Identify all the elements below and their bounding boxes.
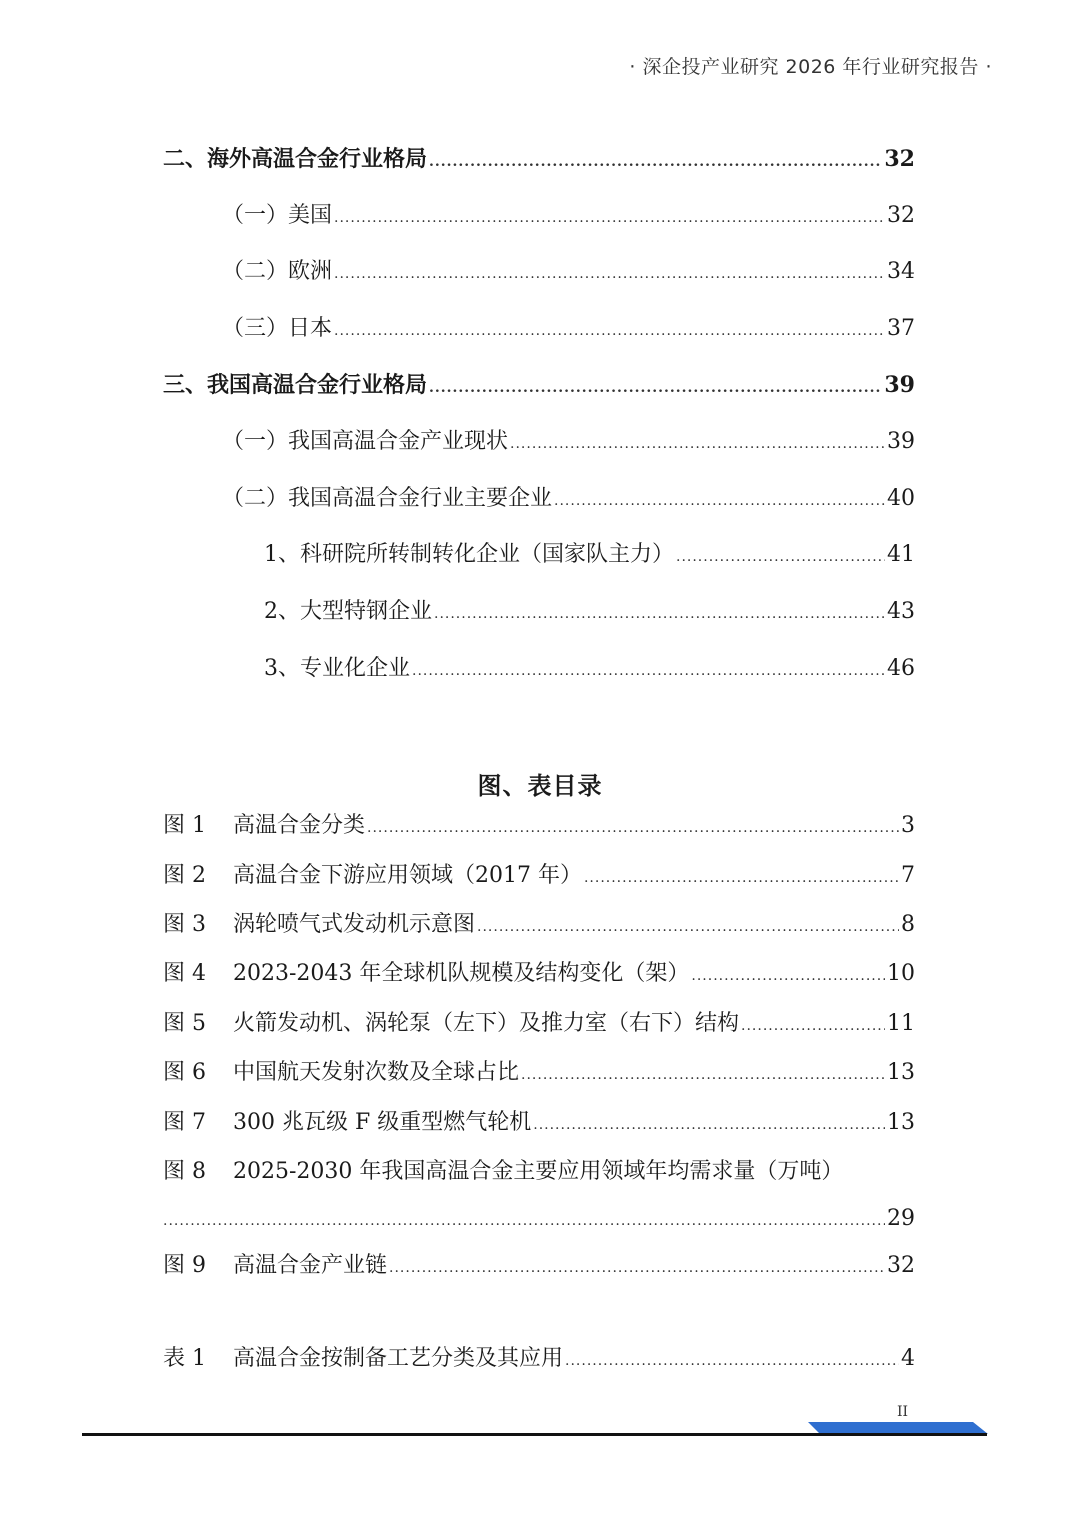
dot-leader <box>389 1253 885 1283</box>
toc-entry-label: （一）美国 <box>222 203 333 228</box>
toc-entry-label: 3、专业化企业 <box>264 656 410 681</box>
toc-entry-research-institutes[interactable] <box>264 540 915 572</box>
figure-entry-wrapped[interactable] <box>163 1157 915 1236</box>
dot-leader <box>477 912 899 942</box>
toc-entry-domestic-status[interactable] <box>222 427 915 459</box>
figure-entry[interactable] <box>163 1058 915 1090</box>
toc-entry-label: 三、我国高温合金行业格局 <box>163 372 428 398</box>
table-entry[interactable] <box>163 1344 915 1376</box>
toc-page-number: 39 <box>887 429 915 454</box>
toc-page-number: 41 <box>887 542 915 567</box>
figure-page-number: 8 <box>901 912 915 937</box>
dot-leader <box>691 961 885 991</box>
figure-number: 图 2 <box>163 863 206 888</box>
dot-leader <box>533 1110 885 1140</box>
toc-page-number: 40 <box>887 486 915 511</box>
dot-leader <box>163 1206 885 1236</box>
figure-label: 火箭发动机、涡轮泵（左下）及推力室（右下）结构 <box>233 1011 740 1036</box>
dot-leader <box>334 316 885 346</box>
toc-page-number: 37 <box>887 316 915 341</box>
figure-number: 图 7 <box>163 1110 206 1135</box>
dot-leader <box>367 813 899 843</box>
toc-page-number: 32 <box>887 203 915 228</box>
toc-page-number: 39 <box>884 372 915 398</box>
dot-leader <box>741 1011 885 1041</box>
figure-page-number: 29 <box>887 1206 915 1231</box>
dot-leader <box>554 486 885 516</box>
toc-entry-overseas[interactable] <box>163 144 915 177</box>
figure-page-number: 13 <box>887 1110 915 1135</box>
figure-number: 图 8 <box>163 1159 206 1184</box>
dot-leader <box>334 203 885 233</box>
figure-entry[interactable] <box>163 1251 915 1283</box>
toc-entry-japan[interactable] <box>222 314 915 346</box>
toc-page-number: 34 <box>887 259 915 284</box>
figure-entry[interactable] <box>163 811 915 843</box>
page-number: II <box>897 1404 909 1420</box>
dot-leader <box>521 1060 885 1090</box>
toc-page-number: 43 <box>887 599 915 624</box>
figure-entry[interactable] <box>163 861 915 893</box>
toc-entry-special-steel[interactable] <box>264 597 915 629</box>
figure-label: 中国航天发射次数及全球占比 <box>233 1060 520 1085</box>
dot-leader <box>676 542 885 572</box>
figure-page-number: 7 <box>901 863 915 888</box>
figure-label: 涡轮喷气式发动机示意图 <box>233 912 476 937</box>
table-label: 高温合金按制备工艺分类及其应用 <box>233 1346 564 1371</box>
figure-number: 图 4 <box>163 961 206 986</box>
toc-entry-label: 二、海外高温合金行业格局 <box>163 146 428 172</box>
dot-leader <box>510 429 885 459</box>
figure-number: 图 5 <box>163 1011 206 1036</box>
table-number: 表 1 <box>163 1346 206 1371</box>
figure-label: 2023-2043 年全球机队规模及结构变化（架） <box>233 961 690 986</box>
dot-leader <box>429 147 882 177</box>
toc-entry-europe[interactable] <box>222 257 915 289</box>
figure-entry[interactable] <box>163 959 915 991</box>
dot-leader <box>565 1346 899 1376</box>
figure-entry[interactable] <box>163 1108 915 1140</box>
toc-entry-label: （二）我国高温合金行业主要企业 <box>222 486 553 511</box>
figure-label: 高温合金分类 <box>233 813 366 838</box>
dot-leader <box>429 373 882 403</box>
figure-label: 2025-2030 年我国高温合金主要应用领域年均需求量（万吨） <box>233 1159 844 1184</box>
dot-leader <box>334 259 885 289</box>
figure-number: 图 6 <box>163 1060 206 1085</box>
toc-entry-domestic[interactable] <box>163 370 915 403</box>
figures-tables-title: 图、表目录 <box>477 771 603 800</box>
toc-entry-label: （二）欧洲 <box>222 259 333 284</box>
figure-page-number: 32 <box>887 1253 915 1278</box>
figure-page-number: 3 <box>901 813 915 838</box>
figure-number: 图 9 <box>163 1253 206 1278</box>
figure-label: 300 兆瓦级 F 级重型燃气轮机 <box>233 1110 532 1135</box>
figure-entry[interactable] <box>163 910 915 942</box>
toc-entry-specialized[interactable] <box>264 654 915 686</box>
toc-page-number: 46 <box>887 656 915 681</box>
dot-leader <box>434 599 885 629</box>
figure-entry[interactable] <box>163 1009 915 1041</box>
figure-label: 高温合金产业链 <box>233 1253 388 1278</box>
running-header: · 深企投产业研究 2026 年行业研究报告 · <box>629 56 992 78</box>
table-page-number: 4 <box>901 1346 915 1371</box>
figure-page-number: 10 <box>887 961 915 986</box>
dot-leader <box>584 863 899 893</box>
figure-number: 图 3 <box>163 912 206 937</box>
figure-page-number: 11 <box>887 1011 915 1036</box>
dot-leader <box>412 656 885 686</box>
toc-entry-label: 1、科研院所转制转化企业（国家队主力） <box>264 542 674 567</box>
figure-number: 图 1 <box>163 813 206 838</box>
toc-entry-label: 2、大型特钢企业 <box>264 599 432 624</box>
toc-page-number: 32 <box>884 146 915 172</box>
toc-entry-domestic-companies[interactable] <box>222 484 915 516</box>
figure-page-number: 13 <box>887 1060 915 1085</box>
toc-entry-usa[interactable] <box>222 201 915 233</box>
figure-leader-line <box>163 1204 915 1236</box>
footer-rule <box>82 1433 987 1436</box>
toc-entry-label: （三）日本 <box>222 316 333 341</box>
toc-entry-label: （一）我国高温合金产业现状 <box>222 429 509 454</box>
figure-label: 高温合金下游应用领域（2017 年） <box>233 863 582 888</box>
